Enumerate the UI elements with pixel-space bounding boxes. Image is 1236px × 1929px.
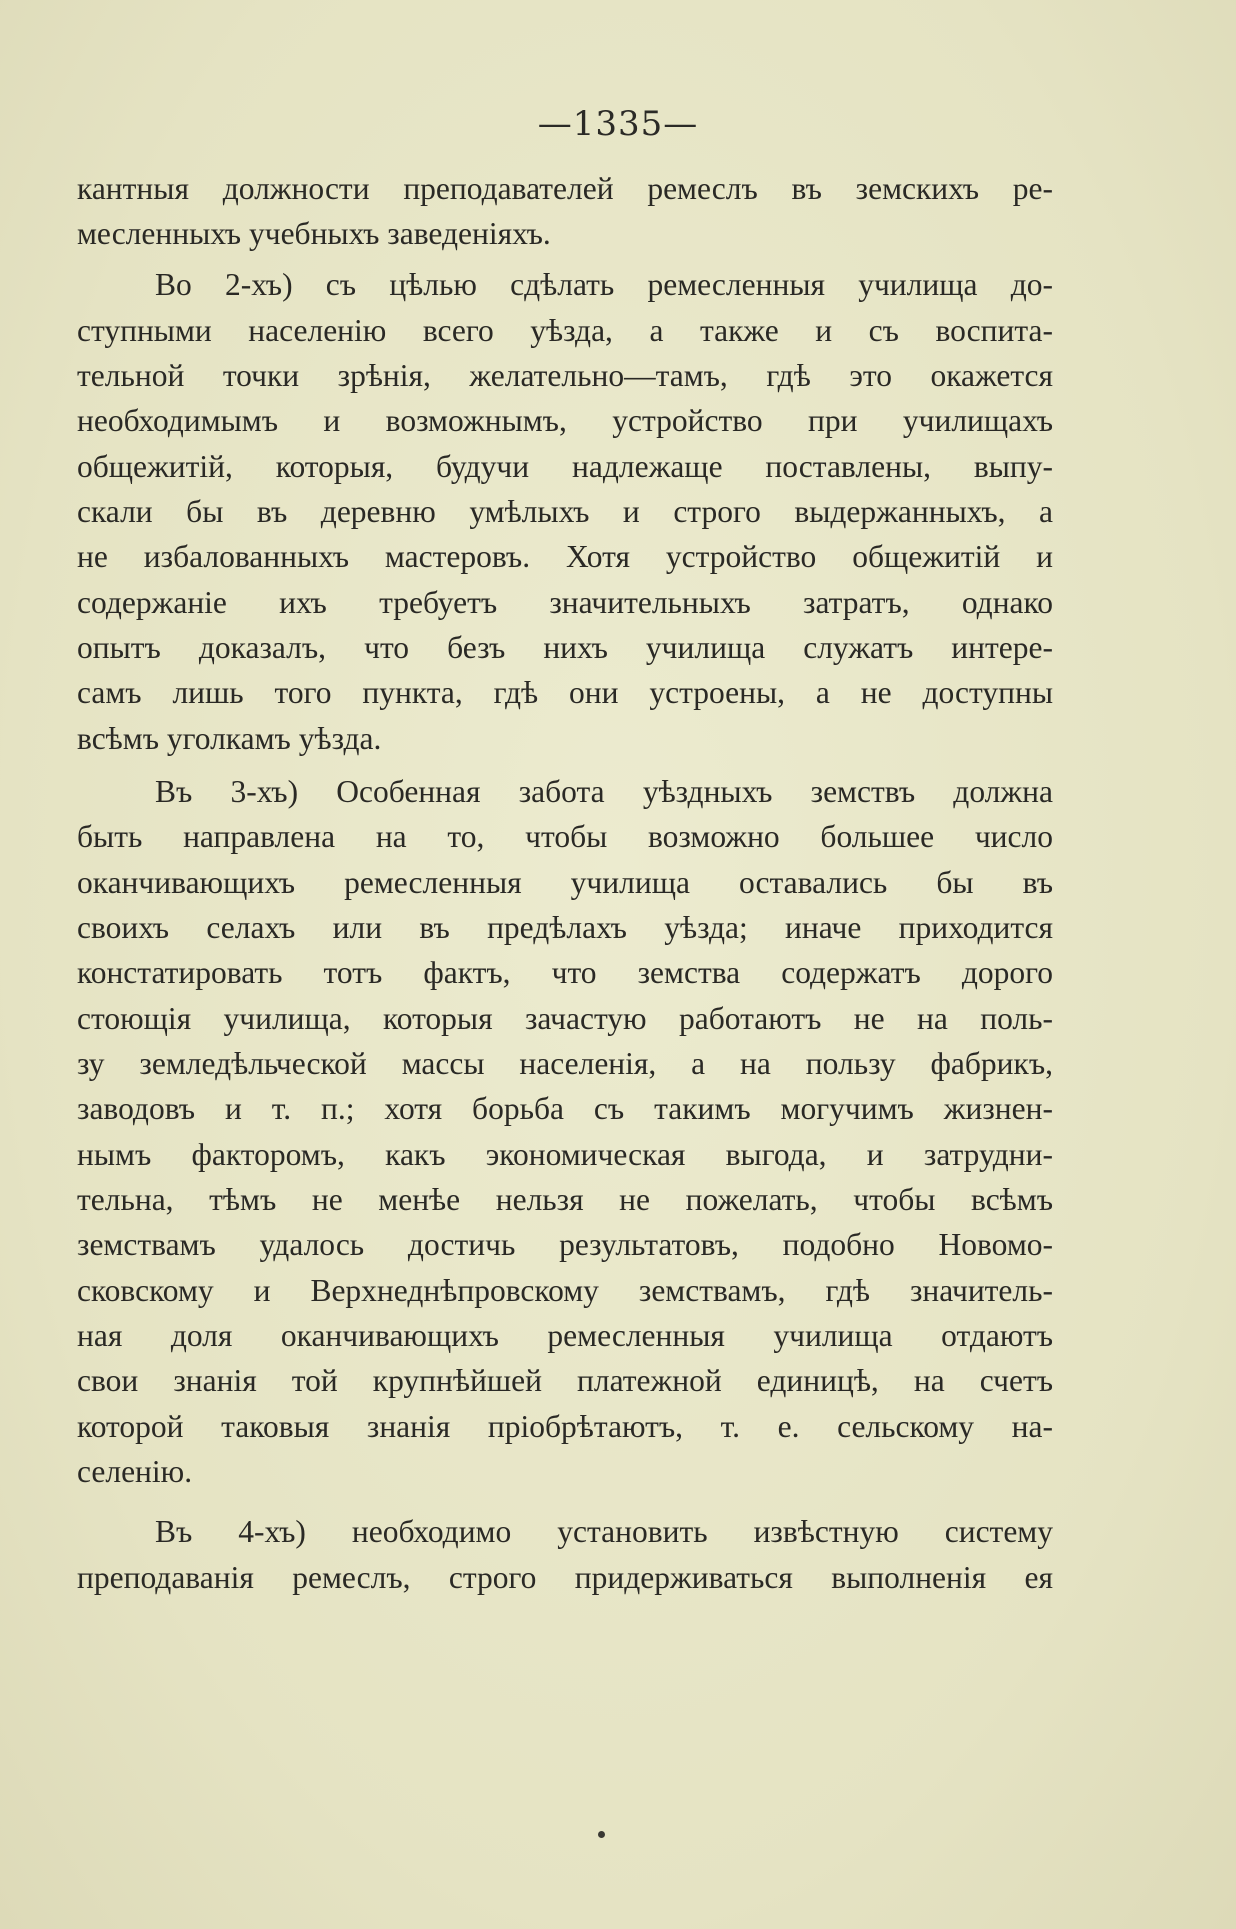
text-line: земствамъ удалось достичь результатовъ, подобно Новомо- bbox=[77, 1227, 1053, 1262]
text-line: Во 2-хъ) съ цѣлью сдѣлать ремесленныя училища до- bbox=[155, 267, 1053, 302]
ink-dot bbox=[598, 1831, 605, 1838]
text-line: нымъ факторомъ, какъ экономическая выгода, и затрудни- bbox=[77, 1137, 1053, 1172]
text-line: ступными населенію всего уѣзда, а также и съ воспита- bbox=[77, 313, 1053, 348]
text-line: сковскому и Верхнеднѣпровскому земствамъ, гдѣ значитель- bbox=[77, 1273, 1053, 1308]
text-line: констатировать тотъ фактъ, что земства содержатъ дорого bbox=[77, 955, 1053, 990]
text-line: месленныхъ учебныхъ заведеніяхъ. bbox=[77, 216, 551, 251]
text-line: тельной точки зрѣнія, желательно—тамъ, гдѣ это окажется bbox=[77, 358, 1053, 393]
text-line: преподаванія ремеслъ, строго придерживаться выполненія ея bbox=[77, 1560, 1053, 1595]
page-number: —1335— bbox=[537, 104, 699, 144]
text-line: ная доля оканчивающихъ ремесленныя училища отдаютъ bbox=[77, 1318, 1053, 1353]
text-line: стоющія училища, которыя зачастую работаютъ не на поль- bbox=[77, 1001, 1053, 1036]
text-line: опытъ доказалъ, что безъ нихъ училища служатъ интере- bbox=[77, 630, 1053, 665]
text-line: тельна, тѣмъ не менѣе нельзя не пожелать, чтобы всѣмъ bbox=[77, 1182, 1053, 1217]
text-line: оканчивающихъ ремесленныя училища оставались бы въ bbox=[77, 865, 1053, 900]
text-line: скали бы въ деревню умѣлыхъ и строго выдержанныхъ, а bbox=[77, 494, 1053, 529]
text-line: содержаніе ихъ требуетъ значительныхъ затратъ, однако bbox=[77, 585, 1053, 620]
text-line: Въ 3-хъ) Особенная забота уѣздныхъ земствъ должна bbox=[155, 774, 1053, 809]
text-line: не избалованныхъ мастеровъ. Хотя устройство общежитій и bbox=[77, 539, 1053, 574]
text-line: своихъ селахъ или въ предѣлахъ уѣзда; иначе приходится bbox=[77, 910, 1053, 945]
text-line: кантныя должности преподавателей ремеслъ въ земскихъ ре- bbox=[77, 171, 1053, 206]
text-line: заводовъ и т. п.; хотя борьба съ такимъ могучимъ жизнен- bbox=[77, 1091, 1053, 1126]
text-line: необходимымъ и возможнымъ, устройство при училищахъ bbox=[77, 403, 1053, 438]
text-line: свои знанія той крупнѣйшей платежной единицѣ, на счетъ bbox=[77, 1363, 1053, 1398]
text-line: селенію. bbox=[77, 1454, 193, 1489]
text-line: быть направлена на то, чтобы возможно большее число bbox=[77, 819, 1053, 854]
text-line: Въ 4-хъ) необходимо установить извѣстную систему bbox=[155, 1514, 1053, 1549]
text-line: зу земледѣльческой массы населенія, а на пользу фабрикъ, bbox=[77, 1046, 1053, 1081]
text-line: самъ лишь того пункта, гдѣ они устроены, а не доступны bbox=[77, 675, 1053, 710]
text-line: всѣмъ уголкамъ уѣзда. bbox=[77, 721, 382, 756]
text-line: общежитій, которыя, будучи надлежаще поставлены, выпу- bbox=[77, 449, 1053, 484]
text-line: которой таковыя знанія пріобрѣтаютъ, т. е. сельскому на- bbox=[77, 1409, 1053, 1444]
